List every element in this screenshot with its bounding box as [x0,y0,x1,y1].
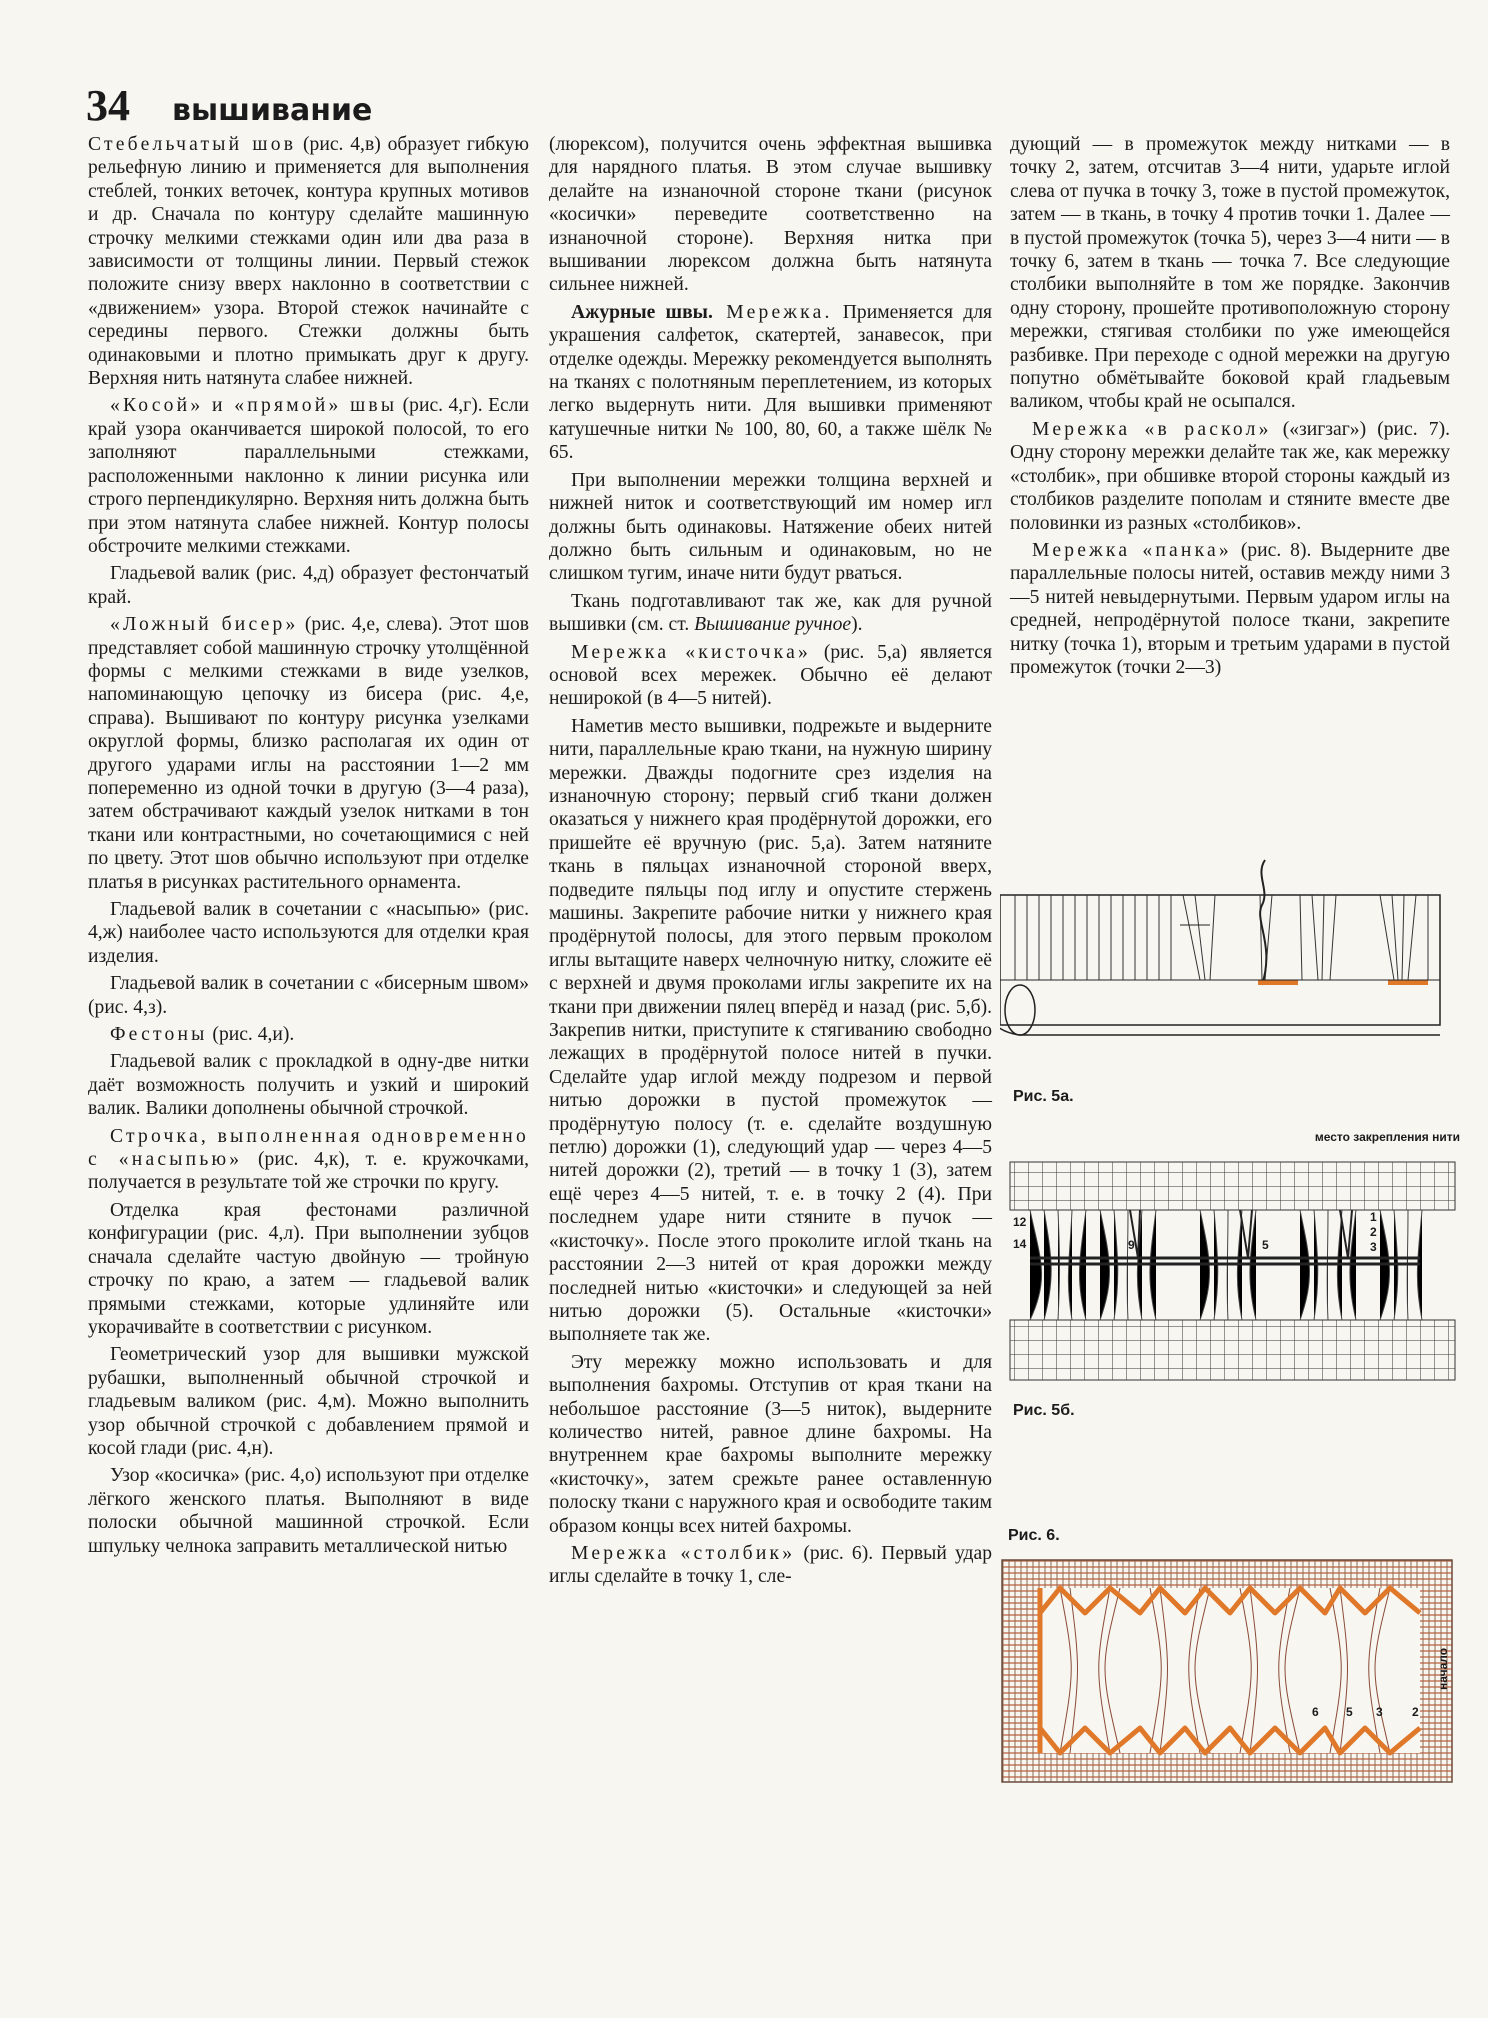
paragraph: Гладьевой валик в сочетании с «насыпью» (рис. 4,ж) наиболее часто используются для отделки края изделия. [88,899,529,967]
paragraph: дующий — в промежуток между нитками — в точку 2, затем, отсчитав 3—4 нити, ударьте иглой слева от пучка в точку 3, тоже в пустой промежуток, затем — в ткань, в точку 4 против точки 1. Далее — в пустой промежуток (точка 5), через 3—4 нити — в точку 6, затем в ткань — точка 7. Все следующие столбики выполняйте в том же порядке. Закончив одну сторону, прошейте противоположную сторону мережки, стягивая столбики по уже имеющейся разбивке. При переходе с одной мережки на другую попутно обмётывайте боковой край гладьевым валиком, чтобы край не осыпался. [1010,134,1450,413]
paragraph: Узор «косичка» (рис. 4,о) используют при отделке лёгкого женского платья. Выполняют в виде полоски обычной машинной строчкой. Если шпульку челнока заправить металлической нитью [88,1465,529,1557]
text-column-3 [1010,133,1450,683]
paragraph: Мережка «в раскол» («зигзаг») (рис. 7). Одну сторону мережки делайте так же, как мережку «столбик», при обшивке второй стороны каждый из столбиков разделите пополам и стяните вместе две половинки из разных «столбиков». [1010,418,1450,534]
figure-5a-caption: Рис. 5а. [1013,1088,1074,1105]
paragraph: Стебельчатый шов (рис. 4,в) образует гибкую рельефную линию и применяется для выполнения стеблей, тонких веточек, контура крупных мотивов и др. Сначала по контуру сделайте машинную строчку мелкими стежками один или два раза в зависимости от толщины линии. Первый стежок положите снизу вверх наклонно в соответствии с «движением» узора. Второй стежок начинайте с середины первого. Стежки должны быть одинаковыми и плотно примыкать друг к другу. Верхняя нить натянута слабее нижней. [88,134,529,390]
paragraph: Мережка «столбик» (рис. 6). Первый удар иглы сделайте в точку 1, сле- [549,1542,992,1588]
figure-5b-num: 5 [1262,1238,1269,1252]
figure-5b [1000,1158,1460,1388]
figure-5a-drawing [1000,855,1450,1095]
paragraph: Ажурные швы. Мережка. Применяется для украшения салфеток, скатертей, занавесок, при отделке одежды. Мережку рекомендуется выполнять на тканях с полотняным переплетением, из которых легко выдернуть нити. Для вышивки применяют катушечные нитки № 100, 80, 60, а также шёлк № 65. [549,301,992,464]
figure-5b-num: 2 [1370,1225,1377,1239]
figure-6-num: 6 [1312,1705,1319,1719]
figure-5b-num: 3 [1370,1240,1377,1254]
figure-5b-num: 9 [1128,1238,1135,1252]
page-number: 34 [86,81,130,130]
figure-6-num: 3 [1376,1705,1383,1719]
figure-6-caption: Рис. 6. [1008,1527,1060,1544]
figure-5b-num: 12 [1013,1215,1027,1229]
figure-6-start-label: начало [1436,1647,1450,1690]
figure-5b-num: 14 [1013,1237,1027,1251]
paragraph: Мережка «панка» (рис. 8). Выдерните две параллельные полосы нитей, оставив между ними 3—5 нитей невыдернутыми. Первым ударом иглы на средней, непродёрнутой полосе ткани, закрепите нитку (точка 1), вторым и третьим ударами в пустой промежуток (точки 2—3) [1010,539,1450,678]
text-column-2 [549,133,992,1593]
paragraph: Гладьевой валик (рис. 4,д) образует фестончатый край. [88,563,529,608]
paragraph: При выполнении мережки толщина верхней и нижней ниток и соответствующий им номер игл должны быть одинаковы. Натяжение обеих нитей должно быть сильным и одинаковым, но не слишком тугим, иначе нити будут рваться. [549,469,992,585]
paragraph: «Косой» и «прямой» швы (рис. 4,г). Если край узора оканчивается широкой полосой, то его заполняют параллельными стежками, расположенными наклонно к линии рисунка или строго перпендикулярно. Верхняя нить должна быть при этом натянута слабее нижней. Контур полосы обстрочите мелкими стежками. [88,395,530,557]
paragraph: «Ложный бисер» (рис. 4,е, слева). Этот шов представляет собой машинную строчку утолщённой формы с мелкими стежками в виде узелков, напоминающую цепочку из бисера (рис. 4,е, справа). Вышивают по контуру рисунка узелками округлой формы, близко располагая их один от другого ударами иглы на расстоянии 1—2 мм попеременно из одной точки в другую (3—4 раза), затем обстрачивают каждый узелок нитками в тон ткани или контрастными, но сочетающимися с ней по цвету. Этот шов обычно используют при отделке платья в рисунках растительного орнамента. [88,614,529,893]
figure-5b-drawing [1000,1158,1460,1388]
figure-5b-note: место закрепления нити [1314,1130,1460,1144]
section-title: вышивание [172,93,373,128]
figure-5a [1000,855,1450,1095]
paragraph: Отделка края фестонами различной конфигурации (рис. 4,л). При выполнении зубцов сначала сделайте частую двойную — тройную строчку по краю, а затем — гладьевой валик прямыми стежками, которые удлиняйте или укорачивайте в соответствии с рисунком. [88,1199,529,1338]
paragraph: Эту мережку можно использовать и для выполнения бахромы. Отступив от края ткани на небольшое расстояние (3—5 ниток), выдерните количество нитей, равное длине бахромы. На внутреннем крае бахромы выполните мережку «кисточку», затем срежьте ранее оставленную полоску ткани с наружного края и освободите таким образом концы всех нитей бахромы. [549,1351,992,1537]
paragraph: Гладьевой валик с прокладкой в одну-две нитки даёт возможность получить и узкий и широкий валик. Валики дополнены обычной строчкой. [88,1051,529,1120]
figure-5b-num: 1 [1370,1210,1377,1224]
figure-6-num: 5 [1346,1705,1353,1719]
figure-5b-caption: Рис. 5б. [1013,1402,1075,1419]
paragraph: Гладьевой валик в сочетании с «бисерным швом» (рис. 4,з). [88,973,529,1018]
page-header [86,80,372,131]
paragraph: Фестоны (рис. 4,и). [110,1024,295,1046]
paragraph: Мережка «кисточка» (рис. 5,а) является основой всех мережек. Обычно её делают неширокой (в 4—5 нитей). [549,641,992,710]
paragraph: Геометрический узор для вышивки мужской рубашки, выполненный обычной строчкой и гладьевым валиком (рис. 4,м). Можно выполнить узор обычной строчкой с добавлением прямой и косой глади (рис. 4,н). [88,1344,529,1459]
figure-6-num: 2 [1412,1705,1419,1719]
figure-6 [1000,1558,1460,1788]
paragraph: Наметив место вышивки, подрежьте и выдерните нити, параллельные краю ткани, на нужную ширину мережки. Дважды подогните срез изделия на изнаночную сторону; первый сгиб ткани должен оказаться у нижнего края продёрнутой дорожки, его пришейте её вручную (рис. 5,а). Затем натяните ткань в пяльцах изнаночной стороной вверх, подведите пяльцы под иглу и опустите стержень машины. Закрепите рабочие нитки у нижнего края продёрнутой полосы, для этого первым проколом иглы вытащите наверх челночную нитку, сложите её с верхней и двумя проколами иглы закрепите их на ткани при движении пялец вперёд и назад (рис. 5,б). Закрепив нитки, приступите к стягиванию свободно лежащих в продёрнутой полосе нитей в пучки. Сделайте удар иглой между подрезом и первой нитью дорожки в пустой промежуток — продёрнутую полосу (т. е. сделайте воздушную петлю) дорожки (1), следующий удар — через 4—5 нитей дорожки (2), третий — в точку 1 (3), затем ещё через 4—5 нитей, т. е. в точку 2 (4). При последнем ударе нити стяните в пучок — «кисточку». После этого проколите иглой ткань на расстоянии 2—3 нитей от края дорожки между последней нитью «кисточки» и следующей за ней нитью дорожки (5). Остальные «кисточки» выполняете так же. [549,715,992,1346]
paragraph: Строчка, выполненная одновременно с «насыпью» (рис. 4,к), т. е. кружочками, получается в результате той же строчки по кругу. [88,1125,529,1194]
text-column-1 [88,133,529,1562]
figure-6-drawing [1000,1558,1460,1788]
paragraph: (люрексом), получится очень эффектная вышивка для нарядного платья. В этом случае вышивку делайте на изнаночной стороне ткани (рисунок «косички» переведите соответственно на изнаночной стороне). Верхняя нитка при вышивании люрексом должна быть натянута сильнее нижней. [549,134,992,296]
paragraph: Ткань подготавливают так же, как для ручной вышивки (см. ст. Вышивание ручное). [549,590,992,636]
